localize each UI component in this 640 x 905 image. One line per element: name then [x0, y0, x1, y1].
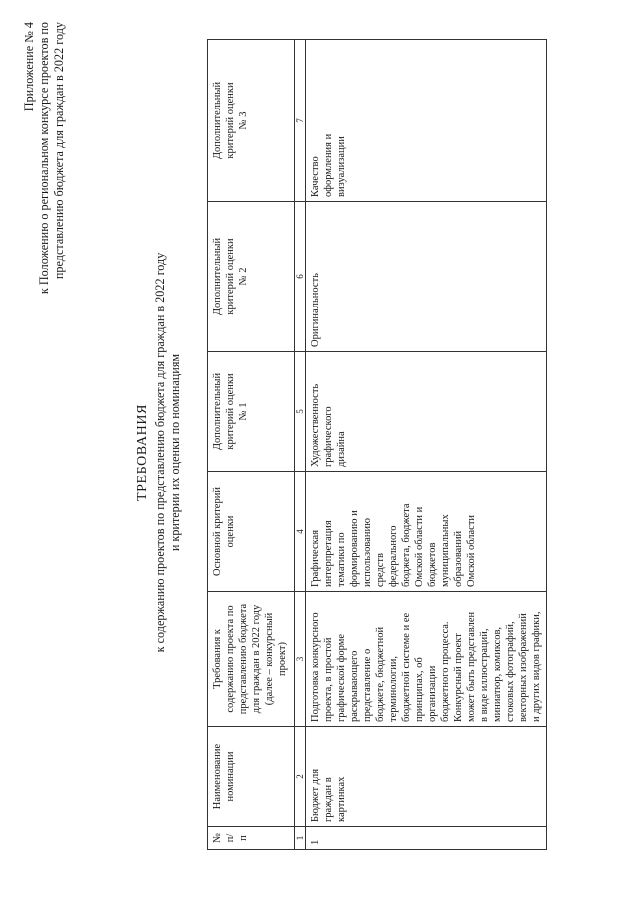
- extra-criterion-3-cell: Качество оформления и визуализации: [306, 40, 547, 202]
- subtitle-line: и критерии их оценки по номинациям: [168, 353, 182, 552]
- appendix-reference-line: к Положению о региональном конкурсе проектов по: [37, 22, 51, 295]
- subtitle-line: к содержанию проектов по представлению бюджета для граждан в 2022 году: [153, 252, 167, 653]
- column-number: 2: [295, 727, 306, 827]
- extra-criterion-1-cell: Художественность графического дизайна: [306, 352, 547, 472]
- header-cell-extra-criterion-1: Дополнительный критерий оценки № 1: [208, 352, 295, 472]
- extra-criterion-2-cell: Оригинальность: [306, 202, 547, 352]
- appendix-header: [22, 22, 67, 402]
- column-number: 3: [295, 592, 306, 727]
- table-row: [306, 40, 547, 850]
- table-header-row: [208, 40, 295, 850]
- appendix-number: Приложение № 4: [22, 22, 36, 112]
- column-number: 6: [295, 202, 306, 352]
- document-subtitle: [153, 0, 183, 905]
- requirements-cell: Подготовка конкурсного проекта, в простой графической форме раскрывающего представление о бюджете, бюджетной терминологии, бюджетной системе и ее принципах, об организации бюджетного процесса. Конкурсный проект может быть представлен в виде иллюстраций, миниатюр, комиксов, стоковых фотографий, векторных изображений и других видов графики,: [306, 592, 547, 727]
- nomination-cell: Бюджет для граждан в картинках: [306, 727, 547, 827]
- header-cell-requirements: Требования к содержанию проекта по представлению бюджета для граждан в 2022 году (далее – конкурсный проект): [208, 592, 295, 727]
- column-number: 4: [295, 472, 306, 592]
- header-cell-nomination: Наименование номинации: [208, 727, 295, 827]
- column-number: 5: [295, 352, 306, 472]
- header-cell-number: № п/п: [208, 827, 295, 850]
- header-cell-extra-criterion-2: Дополнительный критерий оценки № 2: [208, 202, 295, 352]
- row-number-cell: 1: [306, 827, 547, 850]
- main-criterion-cell: Графическая интерпретация тематики по формированию и использованию средств федерального бюджета, бюджета Омской области и бюджетов муниципальных образований Омской области: [306, 472, 547, 592]
- header-cell-main-criterion: Основной критерий оценки: [208, 472, 295, 592]
- header-cell-extra-criterion-3: Дополнительный критерий оценки № 3: [208, 40, 295, 202]
- requirements-table: [207, 39, 547, 850]
- column-number-row: [295, 40, 306, 850]
- appendix-reference-line: представлению бюджета для граждан в 2022 году: [52, 22, 66, 280]
- column-number: 1: [295, 827, 306, 850]
- document-title: ТРЕБОВАНИЯ: [135, 403, 150, 502]
- column-number: 7: [295, 40, 306, 202]
